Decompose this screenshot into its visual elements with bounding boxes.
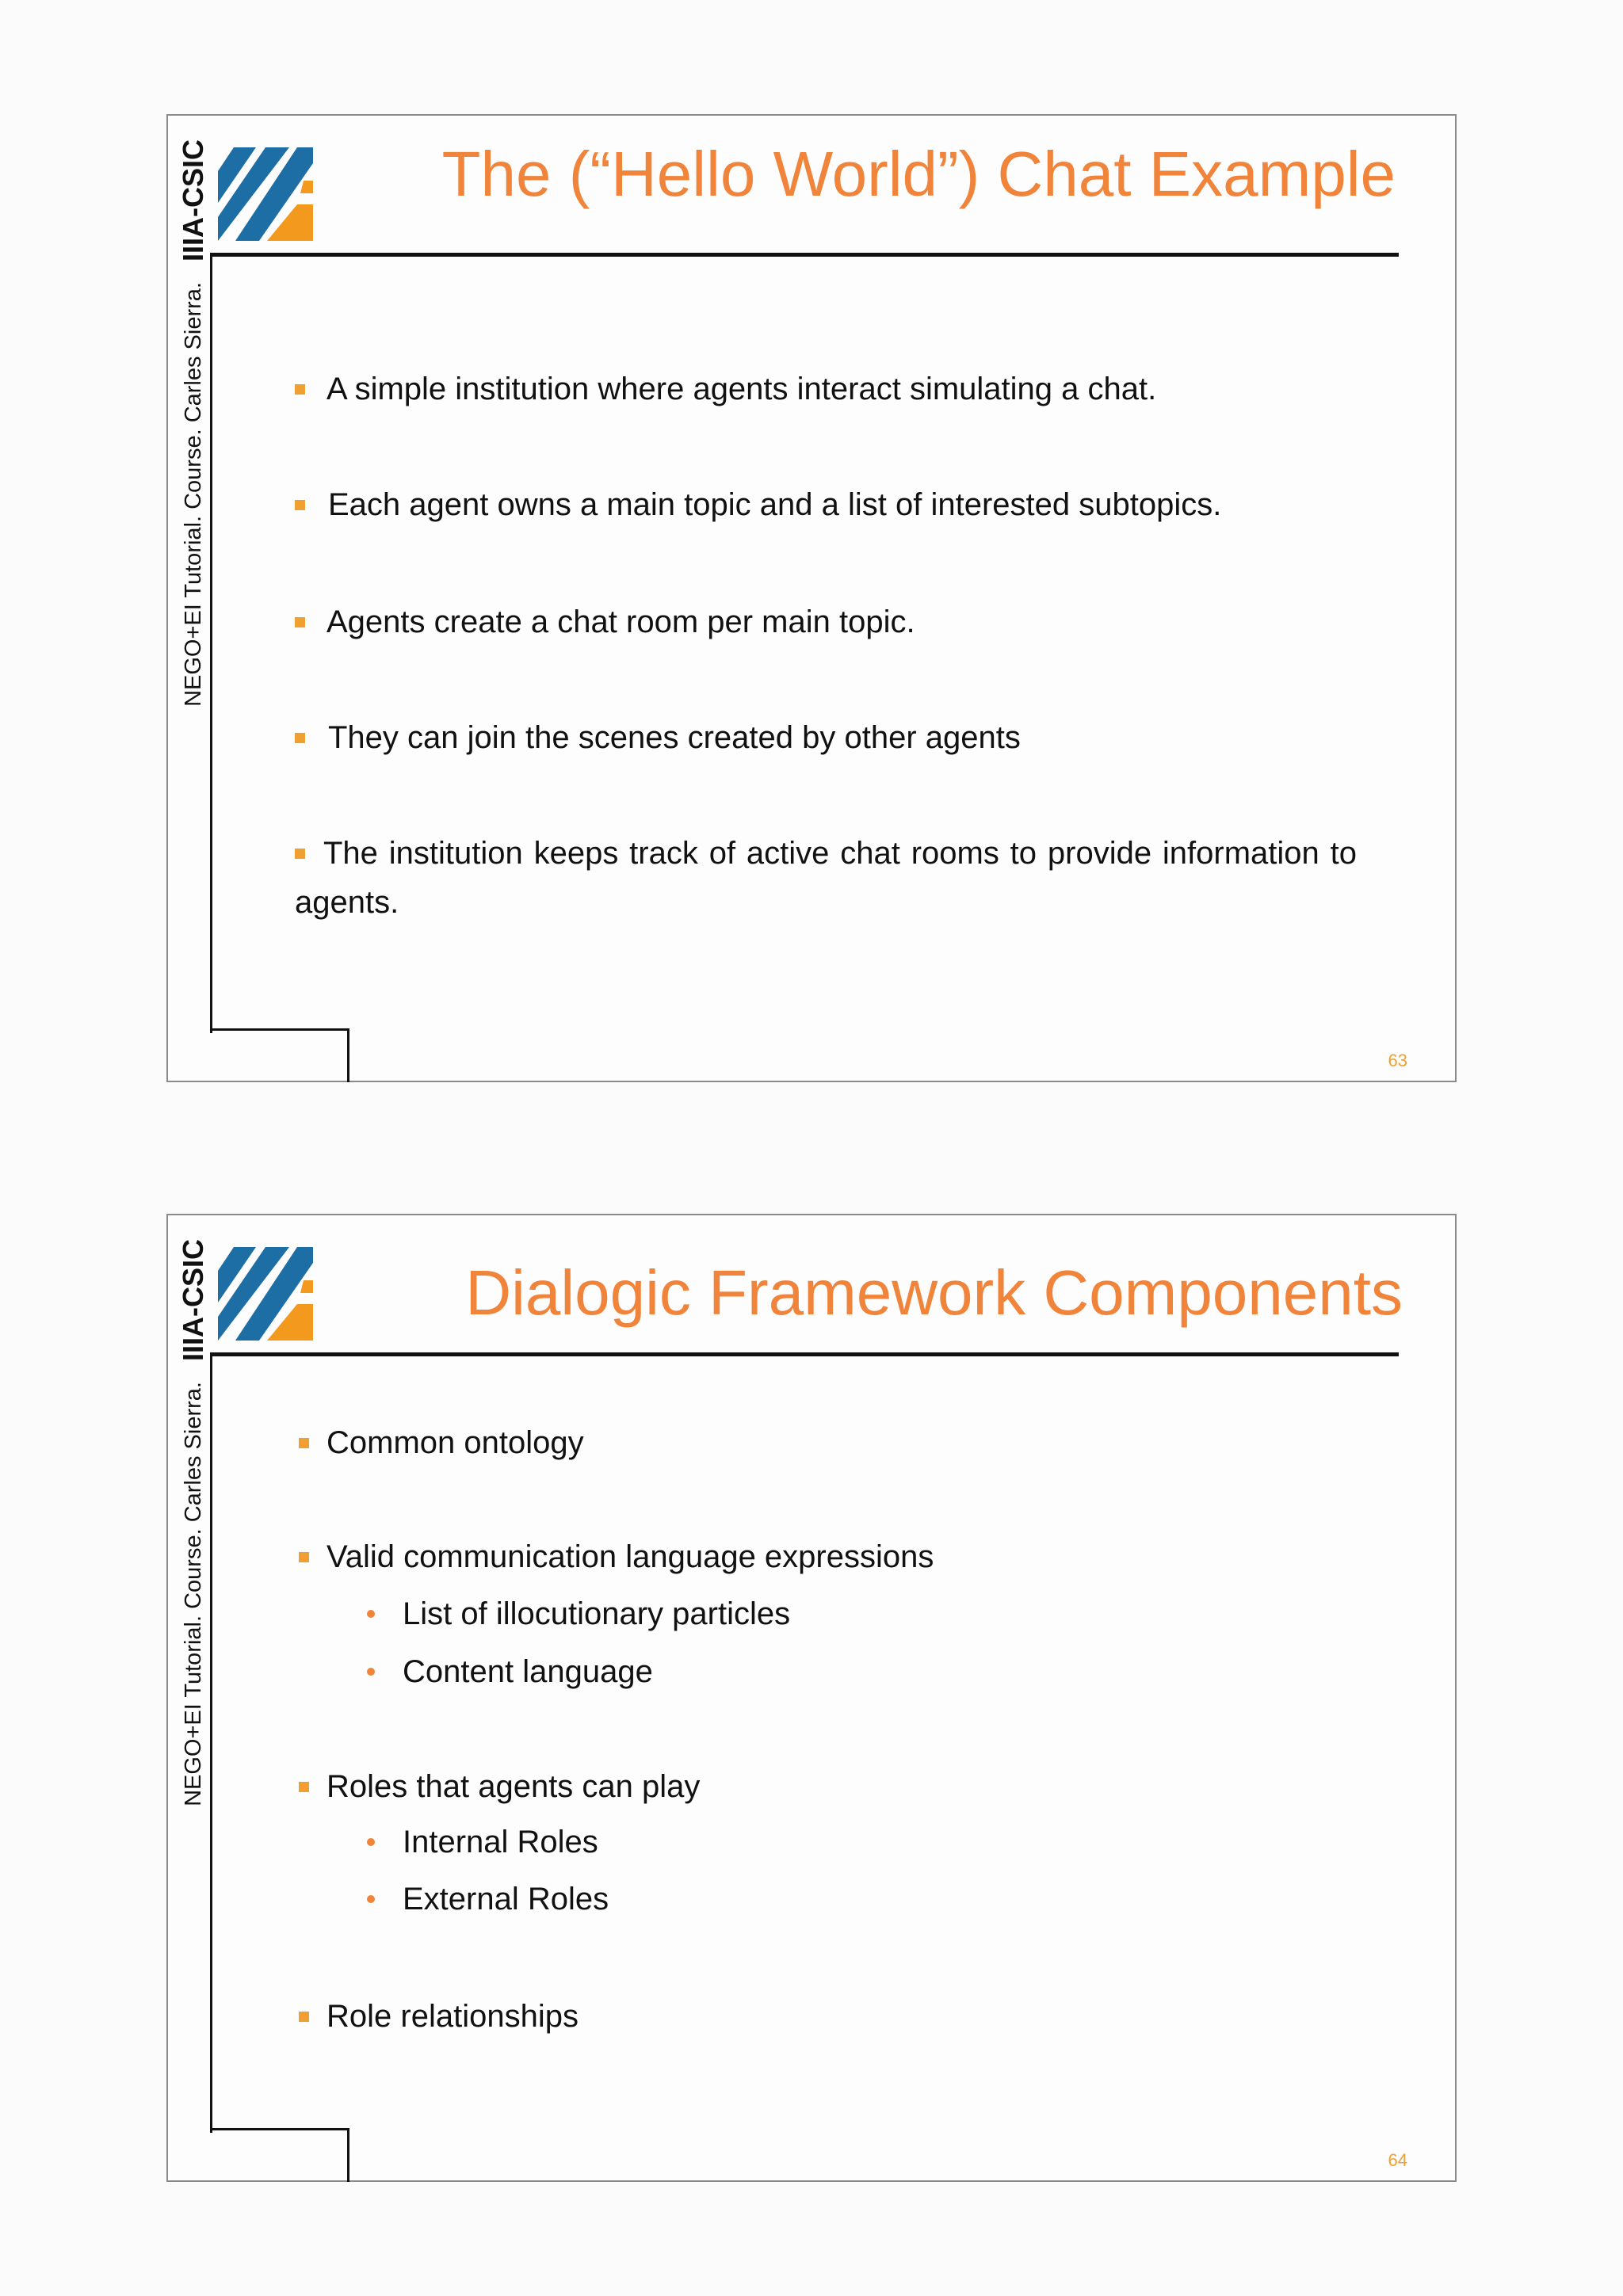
bullet-item: A simple institution where agents interact simulating a chat. — [303, 364, 1396, 414]
side-organization: IIIA-CSIC — [177, 139, 209, 262]
slide-63 — [166, 114, 1457, 1082]
header-rule — [210, 253, 1399, 257]
iiia-logo-icon — [218, 147, 313, 241]
square-bullet-icon — [295, 849, 305, 859]
header-rule — [210, 1352, 1399, 1356]
page-number: 64 — [1388, 2150, 1407, 2170]
left-rule — [210, 253, 212, 1033]
square-bullet-icon — [295, 733, 305, 743]
square-bullet-icon — [295, 384, 305, 395]
bullet-item: They can join the scenes created by other agents — [303, 713, 1396, 762]
page-number: 63 — [1388, 1051, 1407, 1070]
square-bullet-icon — [299, 1782, 309, 1792]
corner-rule-horizontal — [210, 2128, 349, 2130]
bullet-item: The institution keeps track of active chat rooms to provide information to agents. — [295, 836, 1357, 920]
corner-rule-horizontal — [210, 1028, 349, 1031]
bullet-item: Role relationships — [303, 1992, 1396, 2041]
bullet-item: Each agent owns a main topic and a list of interested subtopics. — [303, 480, 1396, 529]
square-bullet-icon — [299, 2012, 309, 2022]
dot-bullet-icon — [367, 1668, 375, 1676]
slide-title: The (“Hello World”) Chat Example — [441, 139, 1396, 209]
side-banner — [171, 139, 216, 852]
corner-rule-vertical — [347, 1028, 349, 1082]
sub-bullet-item: External Roles — [403, 1875, 1496, 1924]
square-bullet-icon — [299, 1438, 309, 1448]
side-banner — [171, 1239, 216, 1952]
dot-bullet-icon — [367, 1838, 375, 1846]
dot-bullet-icon — [367, 1610, 375, 1618]
sub-bullet-item: List of illocutionary particles — [403, 1589, 1496, 1638]
bullet-item: Roles that agents can play — [303, 1762, 1396, 1811]
slide-title: Dialogic Framework Components — [465, 1257, 1403, 1328]
bullet-item: Agents create a chat room per main topic. — [303, 597, 1396, 646]
sub-bullet-item: Internal Roles — [403, 1817, 1496, 1867]
iiia-logo-icon — [218, 1247, 313, 1341]
square-bullet-icon — [295, 617, 305, 627]
left-rule — [210, 1352, 212, 2133]
side-credit: NEGO+EI Tutorial. Course. Carles Sierra. — [180, 282, 206, 707]
dot-bullet-icon — [367, 1895, 375, 1903]
slide-64 — [166, 1214, 1457, 2182]
sub-bullet-item: Content language — [403, 1647, 1496, 1696]
bullet-item: Common ontology — [303, 1418, 1396, 1467]
side-credit: NEGO+EI Tutorial. Course. Carles Sierra. — [180, 1382, 206, 1806]
bullet-item: Valid communication language expressions — [303, 1532, 1396, 1581]
corner-rule-vertical — [347, 2128, 349, 2182]
square-bullet-icon — [299, 1552, 309, 1562]
square-bullet-icon — [295, 500, 305, 510]
side-organization: IIIA-CSIC — [177, 1239, 209, 1362]
